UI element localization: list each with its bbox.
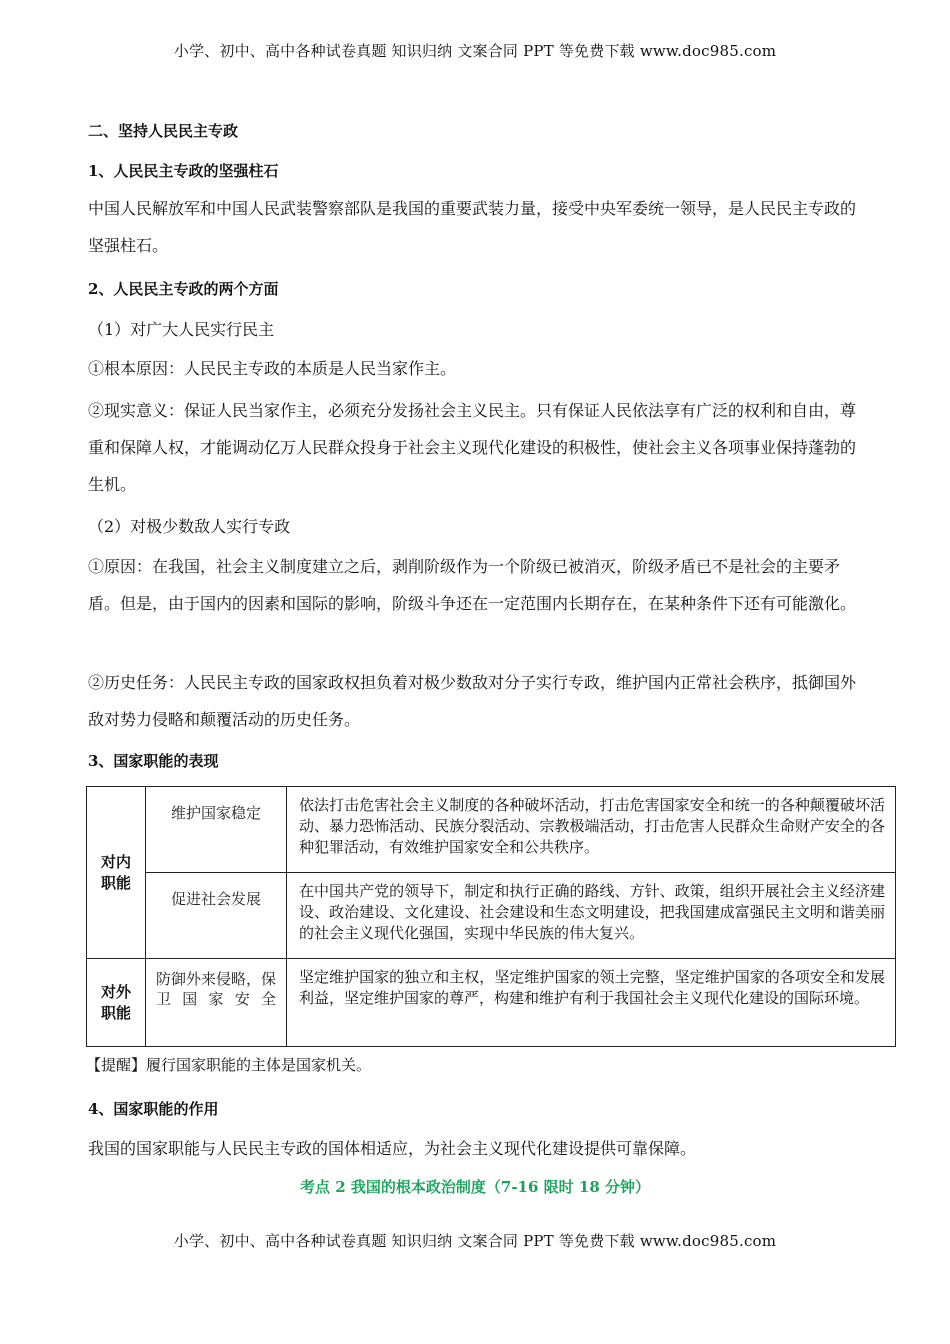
subsection-4-title: 4、国家职能的作用 — [88, 1100, 219, 1118]
external-function-text: 对外职能 — [100, 982, 131, 1022]
subsection-2-title: 2、人民民主专政的两个方面 — [88, 280, 279, 298]
dictatorship-heading: （2）对极少数敌人实行专政 — [88, 517, 291, 536]
stability-description: 依法打击危害社会主义制度的各种破坏活动，打击危害国家安全和统一的各种颠覆破坏活动、暴力恐怖活动、民族分裂活动、宗教极端活动，打击危害人民群众生命财产安全的各种犯罪活动，有效维护国家安全和公共秩序。 — [287, 787, 896, 873]
section-title: 二、坚持人民民主专政 — [88, 122, 239, 140]
subsection-1-title: 1、人民民主专政的坚强柱石 — [88, 162, 279, 180]
development-description: 在中国共产党的领导下，制定和执行正确的路线、方针、政策，组织开展社会主义经济建设、政治建设、文化建设、社会建设和生态文明建设，把我国建成富强民主文明和谐美丽的社会主义现代化强国，实现中华民族的伟大复兴。 — [287, 873, 896, 959]
internal-function-text: 对内职能 — [100, 852, 131, 892]
democracy-heading: （1）对广大人民实行民主 — [88, 320, 275, 339]
internal-function-label — [87, 787, 146, 959]
state-functions-table — [86, 786, 896, 1047]
table-row — [87, 787, 896, 873]
defense-description: 坚定维护国家的独立和主权，坚定维护国家的领土完整，坚定维护国家的各项安全和发展利益，坚定维护国家的尊严，构建和维护有利于我国社会主义现代化建设的国际环境。 — [287, 959, 896, 1047]
table-row — [87, 873, 896, 959]
reminder-note: 【提醒】履行国家职能的主体是国家机关。 — [86, 1056, 372, 1074]
development-label: 促进社会发展 — [146, 873, 287, 959]
subsection-3-title: 3、国家职能的表现 — [88, 752, 219, 770]
democracy-significance: ②现实意义：保证人民当家作主，必须充分发扬社会主义民主。只有保证人民依法享有广泛的权利和自由，尊重和保障人权，才能调动亿万人民群众投身于社会主义现代化建设的积极性，使社会主义各项事业保持蓬勃的生机。 — [88, 401, 857, 494]
democracy-reason: ①根本原因：人民民主专政的本质是人民当家作主。 — [88, 359, 457, 378]
dictatorship-task: ②历史任务：人民民主专政的国家政权担负着对极少数敌对分子实行专政，维护国内正常社会秩序，抵御国外敌对势力侵略和颠覆活动的历史任务。 — [88, 673, 857, 729]
page-header: 小学、初中、高中各种试卷真题 知识归纳 文案合同 PPT 等免费下载 www.doc985.com — [173, 42, 777, 60]
external-function-label — [87, 959, 146, 1047]
stability-label: 维护国家稳定 — [146, 787, 287, 873]
subsection-1-body: 中国人民解放军和中国人民武装警察部队是我国的重要武装力量，接受中央军委统一领导，是人民民主专政的坚强柱石。 — [88, 199, 857, 255]
page-footer: 小学、初中、高中各种试卷真题 知识归纳 文案合同 PPT 等免费下载 www.doc985.com — [173, 1232, 777, 1250]
dictatorship-reason: ①原因：在我国，社会主义制度建立之后，剥削阶级作为一个阶级已被消灭，阶级矛盾已不是社会的主要矛盾。但是，由于国内的因素和国际的影响，阶级斗争还在一定范围内长期存在，在某种条件下还有可能激化。 — [88, 557, 857, 613]
subsection-4-body: 我国的国家职能与人民民主专政的国体相适应，为社会主义现代化建设提供可靠保障。 — [88, 1139, 697, 1158]
defense-label: 防御外来侵略，保卫国家安全 — [146, 959, 287, 1047]
table-row — [87, 959, 896, 1047]
next-topic-heading: 考点 2 我国的根本政治制度（7-16 限时 18 分钟） — [300, 1178, 650, 1196]
